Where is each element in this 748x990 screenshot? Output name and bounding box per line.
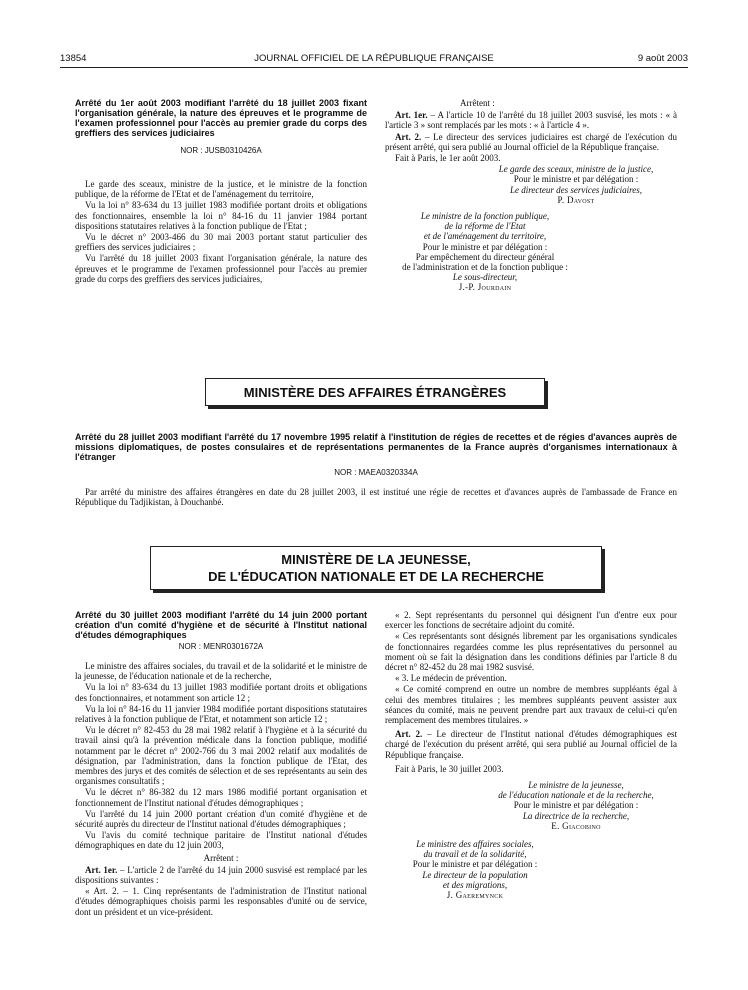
- section3-fait: Fait à Paris, le 30 juillet 2003.: [395, 763, 504, 774]
- section1-para: Vu la loi n° 83-634 du 13 juillet 1983 modifiée portant droits et obligations des fonctionnaires, ensemble la loi n° 84-16 du 11 janvier 1984 portant dispositions statutaires relatives à la fonction publique de l'Etat ;: [75, 200, 367, 231]
- ministry-name-line2: DE L'ÉDUCATION NATIONALE ET DE LA RECHERCHE: [208, 569, 544, 584]
- section1-para: Vu l'arrêté du 18 juillet 2003 fixant l'organisation générale, la nature des épreuves et le programme de l'examen professionnel pour l'accès au premier grade du corps des greffiers des services judiciaires,: [75, 253, 367, 284]
- section3-arretent: Arrêtent :: [203, 852, 239, 863]
- sig-minister-justice: Le garde des sceaux, ministre de la justice,: [498, 164, 654, 175]
- section2-nor: NOR : MAEA0320334A: [334, 468, 418, 477]
- section3-para: Vu l'avis du comité technique paritaire de l'Institut national d'études démographiques en date du 12 juin 2003,: [75, 830, 367, 851]
- sig-line: de l'administration et de la fonction publique :: [402, 262, 568, 273]
- section3-art2-text: – Le directeur de l'Institut national d'études démographiques est chargé de l'exécution du présent arrêté, qui sera publié au Journal officiel de la République française.: [385, 729, 677, 760]
- section3-art1-text: – L'article 2 de l'arrêté du 14 juin 2000 susvisé est remplacé par les dispositions suivantes :: [75, 864, 368, 886]
- section2-title: Arrêté du 28 juillet 2003 modifiant l'arrêté du 17 novembre 1995 relatif à l'institution de régies de recettes et de régies d'avances auprès de missions diplomatiques, de postes consulaires et de représentations permanentes de la France auprès d'organismes internationaux à l'étranger: [75, 432, 677, 462]
- sig-name: J. Gaeremynck: [446, 890, 504, 901]
- section1-art2-text: – Le directeur des services judiciaires est chargé de l'exécution du présent arrêté, qui sera publié au Journal officiel de la République française.: [385, 131, 677, 152]
- section3-right-para: « Ces représentants sont désignés librement par les organisations syndicales de fonctionnaires regardées comme les plus représentatives du personnel au moment où se fait la désignation dans les conditions définies par l'article 8 du décret n° 82-452 du 28 mai 1982 susvisé.: [385, 631, 677, 673]
- section3-art1-label: Art. 1er.: [85, 864, 118, 875]
- section2: [75, 432, 677, 508]
- ministry-name-line1: MINISTÈRE DE LA JEUNESSE,: [281, 552, 471, 567]
- section1-para: Le garde des sceaux, ministre de la justice, et le ministre de la fonction publique, de la réforme de l'Etat et de l'aménagement du territoire,: [75, 179, 367, 200]
- section3-para: Vu la loi n° 84-16 du 11 janvier 1984 modifiée portant dispositions statutaires relatives à la fonction publique de l'Etat, et notamment son article 12 ;: [75, 703, 367, 725]
- sig-director-title: La directrice de la recherche,: [522, 810, 630, 821]
- section3-para: Vu le décret n° 86-382 du 12 mars 1986 modifié portant organisation et fonctionnement de l'Institut national d'études démographiques ;: [75, 787, 367, 808]
- section1-fait: Fait à Paris, le 1er août 2003.: [395, 153, 501, 164]
- sig-director-title: Le directeur des services judiciaires,: [509, 184, 643, 195]
- sig-minister-jeunesse: Le ministre de la jeunesse,: [528, 780, 624, 791]
- sig-delegation: Pour le ministre et par délégation :: [412, 859, 538, 870]
- journal-title: JOURNAL OFFICIEL DE LA RÉPUBLIQUE FRANÇAISE: [254, 53, 494, 64]
- ministry-name: MINISTÈRE DES AFFAIRES ÉTRANGÈRES: [243, 384, 507, 400]
- section1-title: Arrêté du 1er août 2003 modifiant l'arrêté du 18 juillet 2003 fixant l'organisation générale, la nature des épreuves et le programme de l'examen professionnel pour l'accès au premier grade du corps des greffiers des services judiciaires: [75, 98, 367, 138]
- sig-name: P. Davost: [557, 194, 595, 205]
- sig-line: Par empêchement du directeur général: [415, 251, 555, 262]
- issue-date: 9 août 2003: [637, 53, 688, 64]
- section1-arretent: Arrêtent :: [460, 98, 495, 108]
- sig-minister-fonction-publique: Le ministre de la fonction publique,: [420, 211, 550, 222]
- sig-delegation: Pour le ministre et par délégation :: [513, 800, 639, 811]
- section3-right-para: « 3. Le médecin de prévention.: [395, 673, 507, 684]
- section1-art1-text: – A l'article 10 de l'arrêté du 18 juillet 2003 susvisé, les mots : « à l'article 3 » sont remplacés par les mots : « à l'article 4 ».: [385, 110, 678, 131]
- sig-name: J.-P. Jourdain: [458, 282, 512, 293]
- section1-nor: NOR : JUSB0310426A: [180, 146, 262, 155]
- section1-right-column: [385, 98, 677, 293]
- sig-line: et de l'aménagement du territoire,: [423, 231, 547, 242]
- section3-art2-label: Art. 2.: [395, 729, 423, 740]
- section1-para: Vu le décret n° 2003-466 du 30 mai 2003 portant statut particulier des greffiers des services judiciaires ;: [75, 232, 367, 253]
- section3-left-column: [75, 610, 367, 918]
- sig-delegation: Pour le ministre et par délégation :: [422, 241, 548, 252]
- sig-line: de l'éducation nationale et de la recherche,: [498, 790, 654, 801]
- section1-art1-label: Art. 1er.: [395, 110, 428, 121]
- header-rule: [60, 67, 688, 68]
- sig-minister-affaires-sociales: Le ministre des affaires sociales,: [416, 839, 534, 850]
- sig-subdirector-title: Le sous-directeur,: [452, 272, 518, 283]
- section3-title: Arrêté du 30 juillet 2003 modifiant l'arrêté du 14 juin 2000 portant création d'un comité d'hygiène et de sécurité à l'Institut national d'études démographiques: [75, 610, 367, 640]
- section3-para: Le ministre des affaires sociales, du travail et de la solidarité et le ministre de la jeunesse, de l'éducation nationale et de la recherche,: [75, 661, 367, 682]
- section3-nor: NOR : MENR0301672A: [178, 642, 264, 651]
- section1-art2-label: Art. 2.: [395, 131, 422, 142]
- section3-para: Vu l'arrêté du 14 juin 2000 portant création d'un comité d'hygiène et de sécurité auprès du directeur de l'Institut national d'études démographiques ;: [75, 808, 367, 830]
- sig-line: de la réforme de l'Etat: [444, 221, 526, 232]
- section3-para: Vu le décret n° 82-453 du 28 mai 1982 relatif à l'hygiène et à la sécurité du travail ainsi qu'à la prévention médicale dans la fonction publique, modifié notamment par le décret n° 2002-766 du 3 mai 2002 relatif aux modalités de désignation, par l'administration, dans la fonction publique de l'Etat, des membres des jurys et des comités de sélection et de ses représentants au sein des organismes consultatifs ;: [75, 725, 367, 787]
- sig-director-title: Le directeur de la population: [422, 869, 528, 880]
- section3-para: Vu la loi n° 83-634 du 13 juillet 1983 modifiée portant droits et obligations des fonctionnaires, et notamment son article 12 ;: [75, 682, 367, 703]
- sig-line: du travail et de la solidarité,: [423, 849, 527, 860]
- section3-right-para: « 2. Sept représentants du personnel qui désignent l'un d'entre eux pour exercer les fonctions de secrétaire adjoint du comité.: [385, 610, 677, 631]
- ministry-heading-affaires-etrangeres: [205, 378, 545, 406]
- section2-para: Par arrêté du ministre des affaires étrangères en date du 28 juillet 2003, il est institué une régie de recettes et d'avances auprès de l'ambassade de France en République du Tadjikistan, à Douchanbé.: [75, 487, 677, 508]
- sig-line: et des migrations,: [442, 879, 508, 890]
- ministry-heading-jeunesse: [150, 546, 602, 590]
- sig-delegation: Pour le ministre et par délégation :: [513, 174, 639, 185]
- section1-left-column: [75, 98, 367, 285]
- section3-right-para: « Ce comité comprend en outre un nombre de membres suppléants égal à celui des membres titulaires ; les membres suppléants peuvent assister aux séances du comité, mais ne peuvent prendre part aux travaux de celui-ci qu'en remplacement des membres titulaires. »: [385, 684, 677, 726]
- page-number: 13854: [60, 53, 87, 64]
- section3-art1-quote: « Art. 2. – 1. Cinq représentants de l'administration de l'Institut national d'études démographiques choisis parmi les responsables d'unité ou de service, dont un président et un vice-président.: [75, 886, 367, 917]
- sig-name: E. Giacobino: [551, 820, 601, 831]
- section3-right-column: [385, 610, 677, 900]
